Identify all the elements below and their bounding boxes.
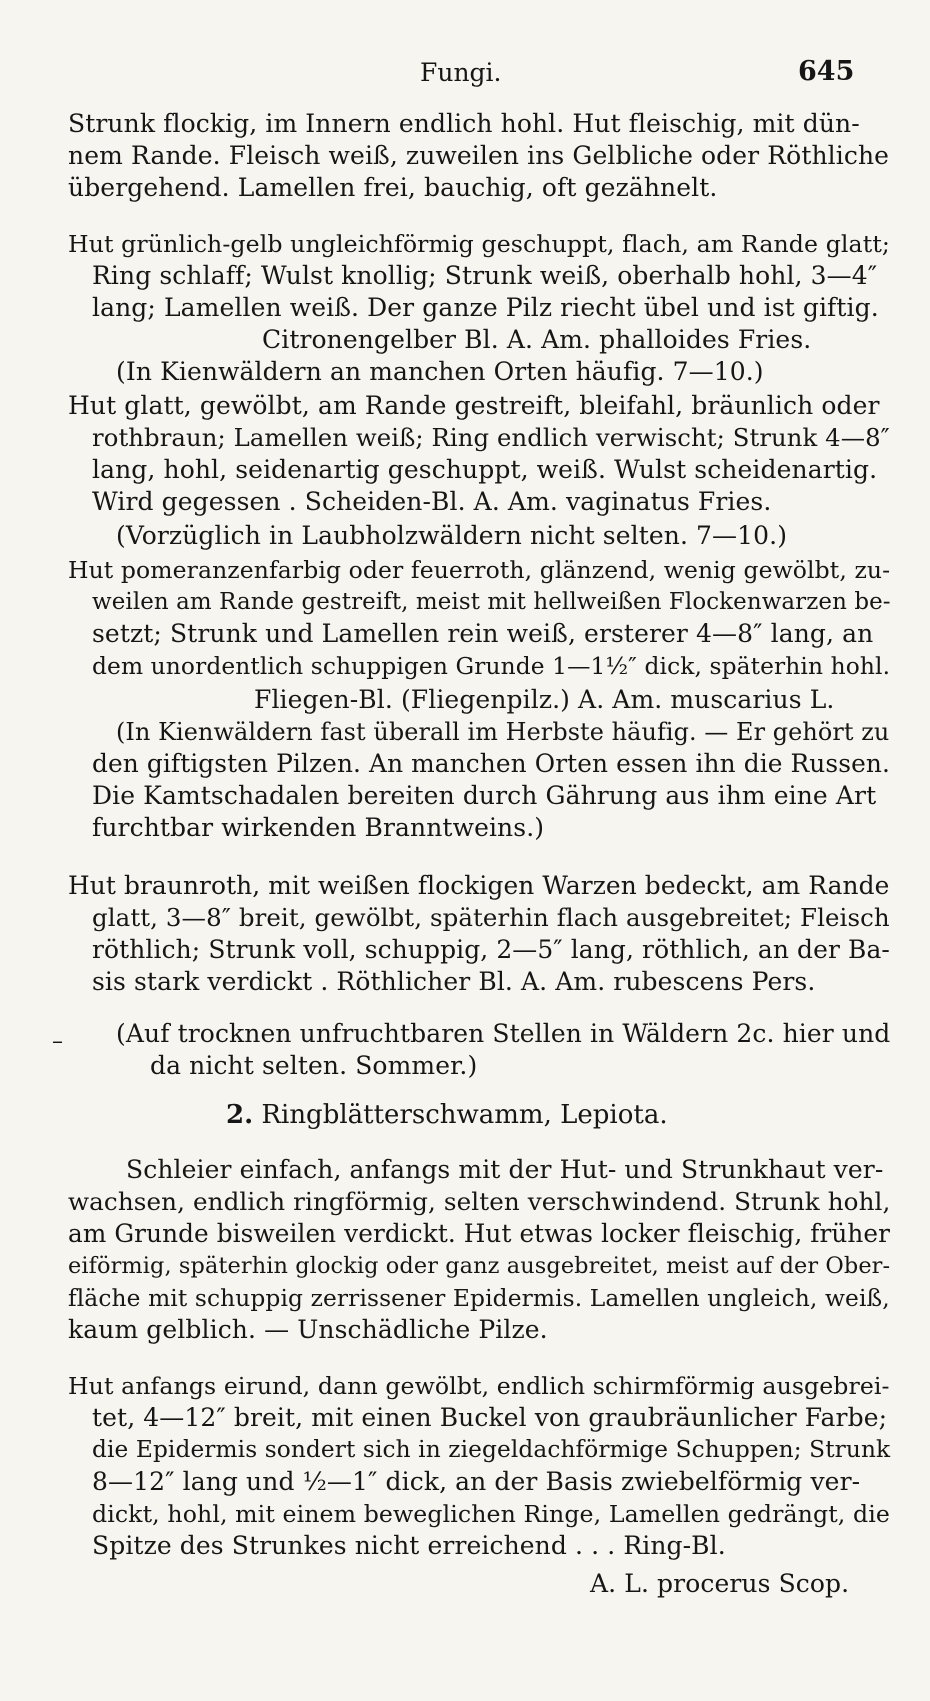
text-line: fläche mit schuppig zerrissener Epidermis. Lamellen ungleich, weiß, xyxy=(68,1284,890,1312)
text-line: Strunk flockig, im Innern endlich hohl. Hut fleischig, mit dün- xyxy=(68,109,860,138)
species-name: A. L. procerus Scop. xyxy=(590,1569,850,1598)
species-description: Hut grünlich-gelb ungleichförmig geschuppt, flach, am Rande glatt; xyxy=(68,230,890,258)
species-note: (In Kienwäldern fast überall im Herbste häufig. — Er gehört zu xyxy=(116,718,890,746)
text-line: Die Kamtschadalen bereiten durch Gährung aus ihm eine Art xyxy=(92,781,877,810)
text-line: den giftigsten Pilzen. An manchen Orten essen ihn die Russen. xyxy=(92,749,890,778)
margin-mark: – xyxy=(52,1029,63,1054)
text-line: eiförmig, späterhin glockig oder ganz ausgebreitet, meist auf der Ober- xyxy=(68,1253,891,1279)
species-name: Fliegen-Bl. (Fliegenpilz.) A. Am. muscarius L. xyxy=(254,685,835,714)
text-line: weilen am Rande gestreift, meist mit hellweißen Flockenwarzen be- xyxy=(92,589,891,615)
text-line: lang, hohl, seidenartig geschuppt, weiß. Wulst scheidenartig. xyxy=(92,455,878,484)
species-note: (Auf trocknen unfruchtbaren Stellen in Wäldern 2c. hier und xyxy=(116,1019,891,1048)
text-line: wachsen, endlich ringförmig, selten verschwindend. Strunk hohl, xyxy=(68,1187,891,1216)
species-note: (In Kienwäldern an manchen Orten häufig. 7—10.) xyxy=(116,357,764,386)
species-description: Hut glatt, gewölbt, am Rande gestreift, bleifahl, bräunlich oder xyxy=(68,391,880,420)
species-name: Wird gegessen . Scheiden-Bl. A. Am. vaginatus Fries. xyxy=(92,487,772,516)
section-number: 2. xyxy=(226,1100,254,1130)
page-number: 645 xyxy=(798,56,855,87)
text-line: am Grunde bisweilen verdickt. Hut etwas locker fleischig, früher xyxy=(68,1219,891,1248)
species-description: Hut braunroth, mit weißen flockigen Warzen bedeckt, am Rande xyxy=(68,871,890,900)
text-line: dem unordentlich schuppigen Grunde 1—1½″ dick, späterhin hohl. xyxy=(92,652,891,680)
text-line: nem Rande. Fleisch weiß, zuweilen ins Gelbliche oder Röthliche xyxy=(68,141,890,170)
section-heading xyxy=(226,1098,668,1132)
text-line: setzt; Strunk und Lamellen rein weiß, ersterer 4—8″ lang, an xyxy=(92,619,874,648)
species-name: Citronengelber Bl. A. Am. phalloides Fries. xyxy=(262,325,812,354)
species-description: Hut anfangs eirund, dann gewölbt, endlich schirmförmig ausgebrei- xyxy=(68,1372,890,1400)
text-line: dickt, hohl, mit einem beweglichen Ringe, Lamellen gedrängt, die xyxy=(92,1500,890,1528)
text-line: glatt, 3—8″ breit, gewölbt, späterhin flach ausgebreitet; Fleisch xyxy=(92,903,890,932)
text-line: rothbraun; Lamellen weiß; Ring endlich verwischt; Strunk 4—8″ xyxy=(92,423,890,452)
text-line: furchtbar wirkenden Branntweins.) xyxy=(92,813,545,842)
text-line: übergehend. Lamellen frei, bauchig, oft gezähnelt. xyxy=(68,173,718,202)
text-line: 8—12″ lang und ½—1″ dick, an der Basis zwiebelförmig ver- xyxy=(92,1467,861,1496)
text-line: die Epidermis sondert sich in ziegeldachförmige Schuppen; Strunk xyxy=(92,1436,891,1463)
text-line: tet, 4—12″ breit, mit einen Buckel von graubräunlicher Farbe; xyxy=(92,1403,888,1432)
running-head: Fungi. xyxy=(420,58,502,87)
species-note: (Vorzüglich in Laubholzwäldern nicht selten. 7—10.) xyxy=(116,521,788,550)
genus-description: Schleier einfach, anfangs mit der Hut- und Strunkhaut ver- xyxy=(126,1155,884,1184)
section-title: Ringblätterschwamm, Lepiota. xyxy=(261,1100,668,1130)
text-line: Spitze des Strunkes nicht erreichend . . . Ring-Bl. xyxy=(92,1531,726,1560)
text-line: röthlich; Strunk voll, schuppig, 2—5″ lang, röthlich, an der Ba- xyxy=(92,935,890,964)
species-description: Hut pomeranzenfarbig oder feuerroth, glänzend, wenig gewölbt, zu- xyxy=(68,556,891,584)
text-line: lang; Lamellen weiß. Der ganze Pilz riecht übel und ist giftig. xyxy=(92,293,879,322)
text-line: kaum gelblich. — Unschädliche Pilze. xyxy=(68,1315,548,1344)
species-name: sis stark verdickt . Röthlicher Bl. A. Am. rubescens Pers. xyxy=(92,967,816,996)
text-line: da nicht selten. Sommer.) xyxy=(150,1051,478,1080)
text-line: Ring schlaff; Wulst knollig; Strunk weiß, oberhalb hohl, 3—4″ xyxy=(92,261,878,290)
